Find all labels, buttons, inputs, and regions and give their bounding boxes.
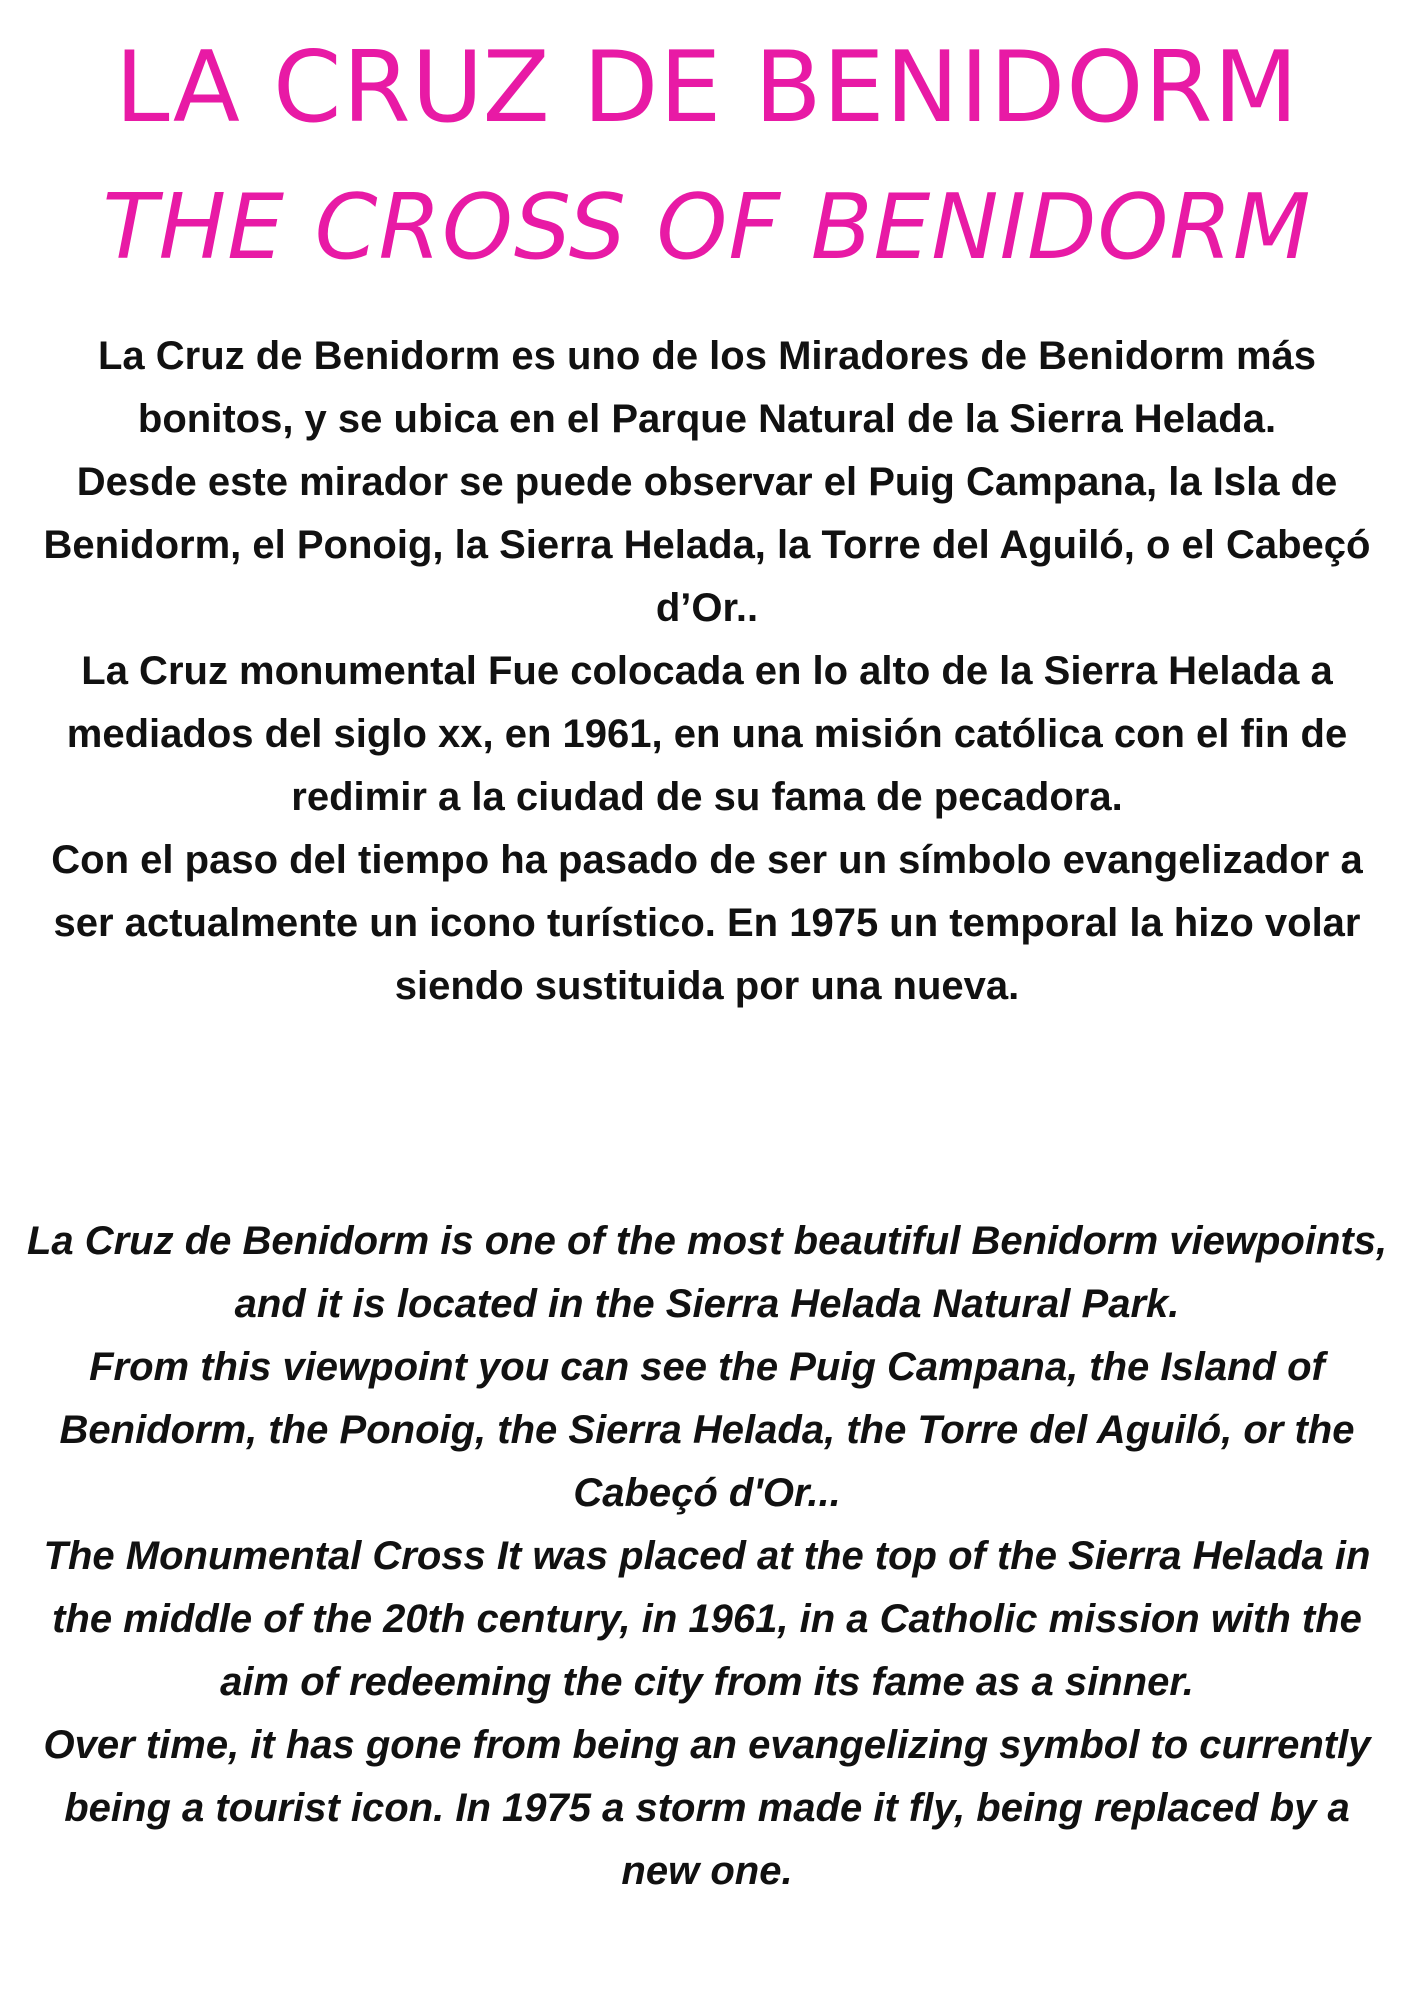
spanish-paragraph-2: Desde este mirador se puede observar el Puig Campana, la Isla de Benidorm, el Ponoig, la Sierra Helada, la Torre del Aguiló, o el Cabeçó d’Or.. xyxy=(43,460,1371,630)
spanish-paragraph-3: La Cruz monumental Fue colocada en lo alto de la Sierra Helada a mediados del siglo xx, en 1961, en una misión católica con el fin de redimir a la ciudad de su fama de pecadora. xyxy=(66,649,1348,819)
spanish-paragraph-4: Con el paso del tiempo ha pasado de ser un símbolo evangelizador a ser actualmente un icono turístico. En 1975 un temporal la hizo volar siendo sustituida por una nueva. xyxy=(51,838,1363,1008)
spanish-paragraph-1: La Cruz de Benidorm es uno de los Miradores de Benidorm más bonitos, y se ubica en el Parque Natural de la Sierra Helada. xyxy=(97,334,1317,441)
english-paragraph-3: The Monumental Cross It was placed at the top of the Sierra Helada in the middle of the 20th century, in 1961, in a Catholic mission with the aim of redeeming the city from its fame as a sinner. xyxy=(43,1534,1371,1704)
english-description xyxy=(20,1210,1394,1903)
english-paragraph-1: La Cruz de Benidorm is one of the most beautiful Benidorm viewpoints, and it is located in the Sierra Helada Natural Park. xyxy=(26,1219,1388,1326)
title-english: THE CROSS OF BENIDORM xyxy=(102,175,1312,280)
spanish-description xyxy=(20,325,1394,1018)
english-paragraph-4: Over time, it has gone from being an evangelizing symbol to currently being a tourist icon. In 1975 a storm made it fly, being replaced by a new one. xyxy=(43,1723,1371,1893)
title-spanish: LA CRUZ DE BENIDORM xyxy=(115,31,1299,145)
english-paragraph-2: From this viewpoint you can see the Puig Campana, the Island of Benidorm, the Ponoig, the Sierra Helada, the Torre del Aguiló, or the Cabeçó d'Or... xyxy=(59,1345,1355,1515)
